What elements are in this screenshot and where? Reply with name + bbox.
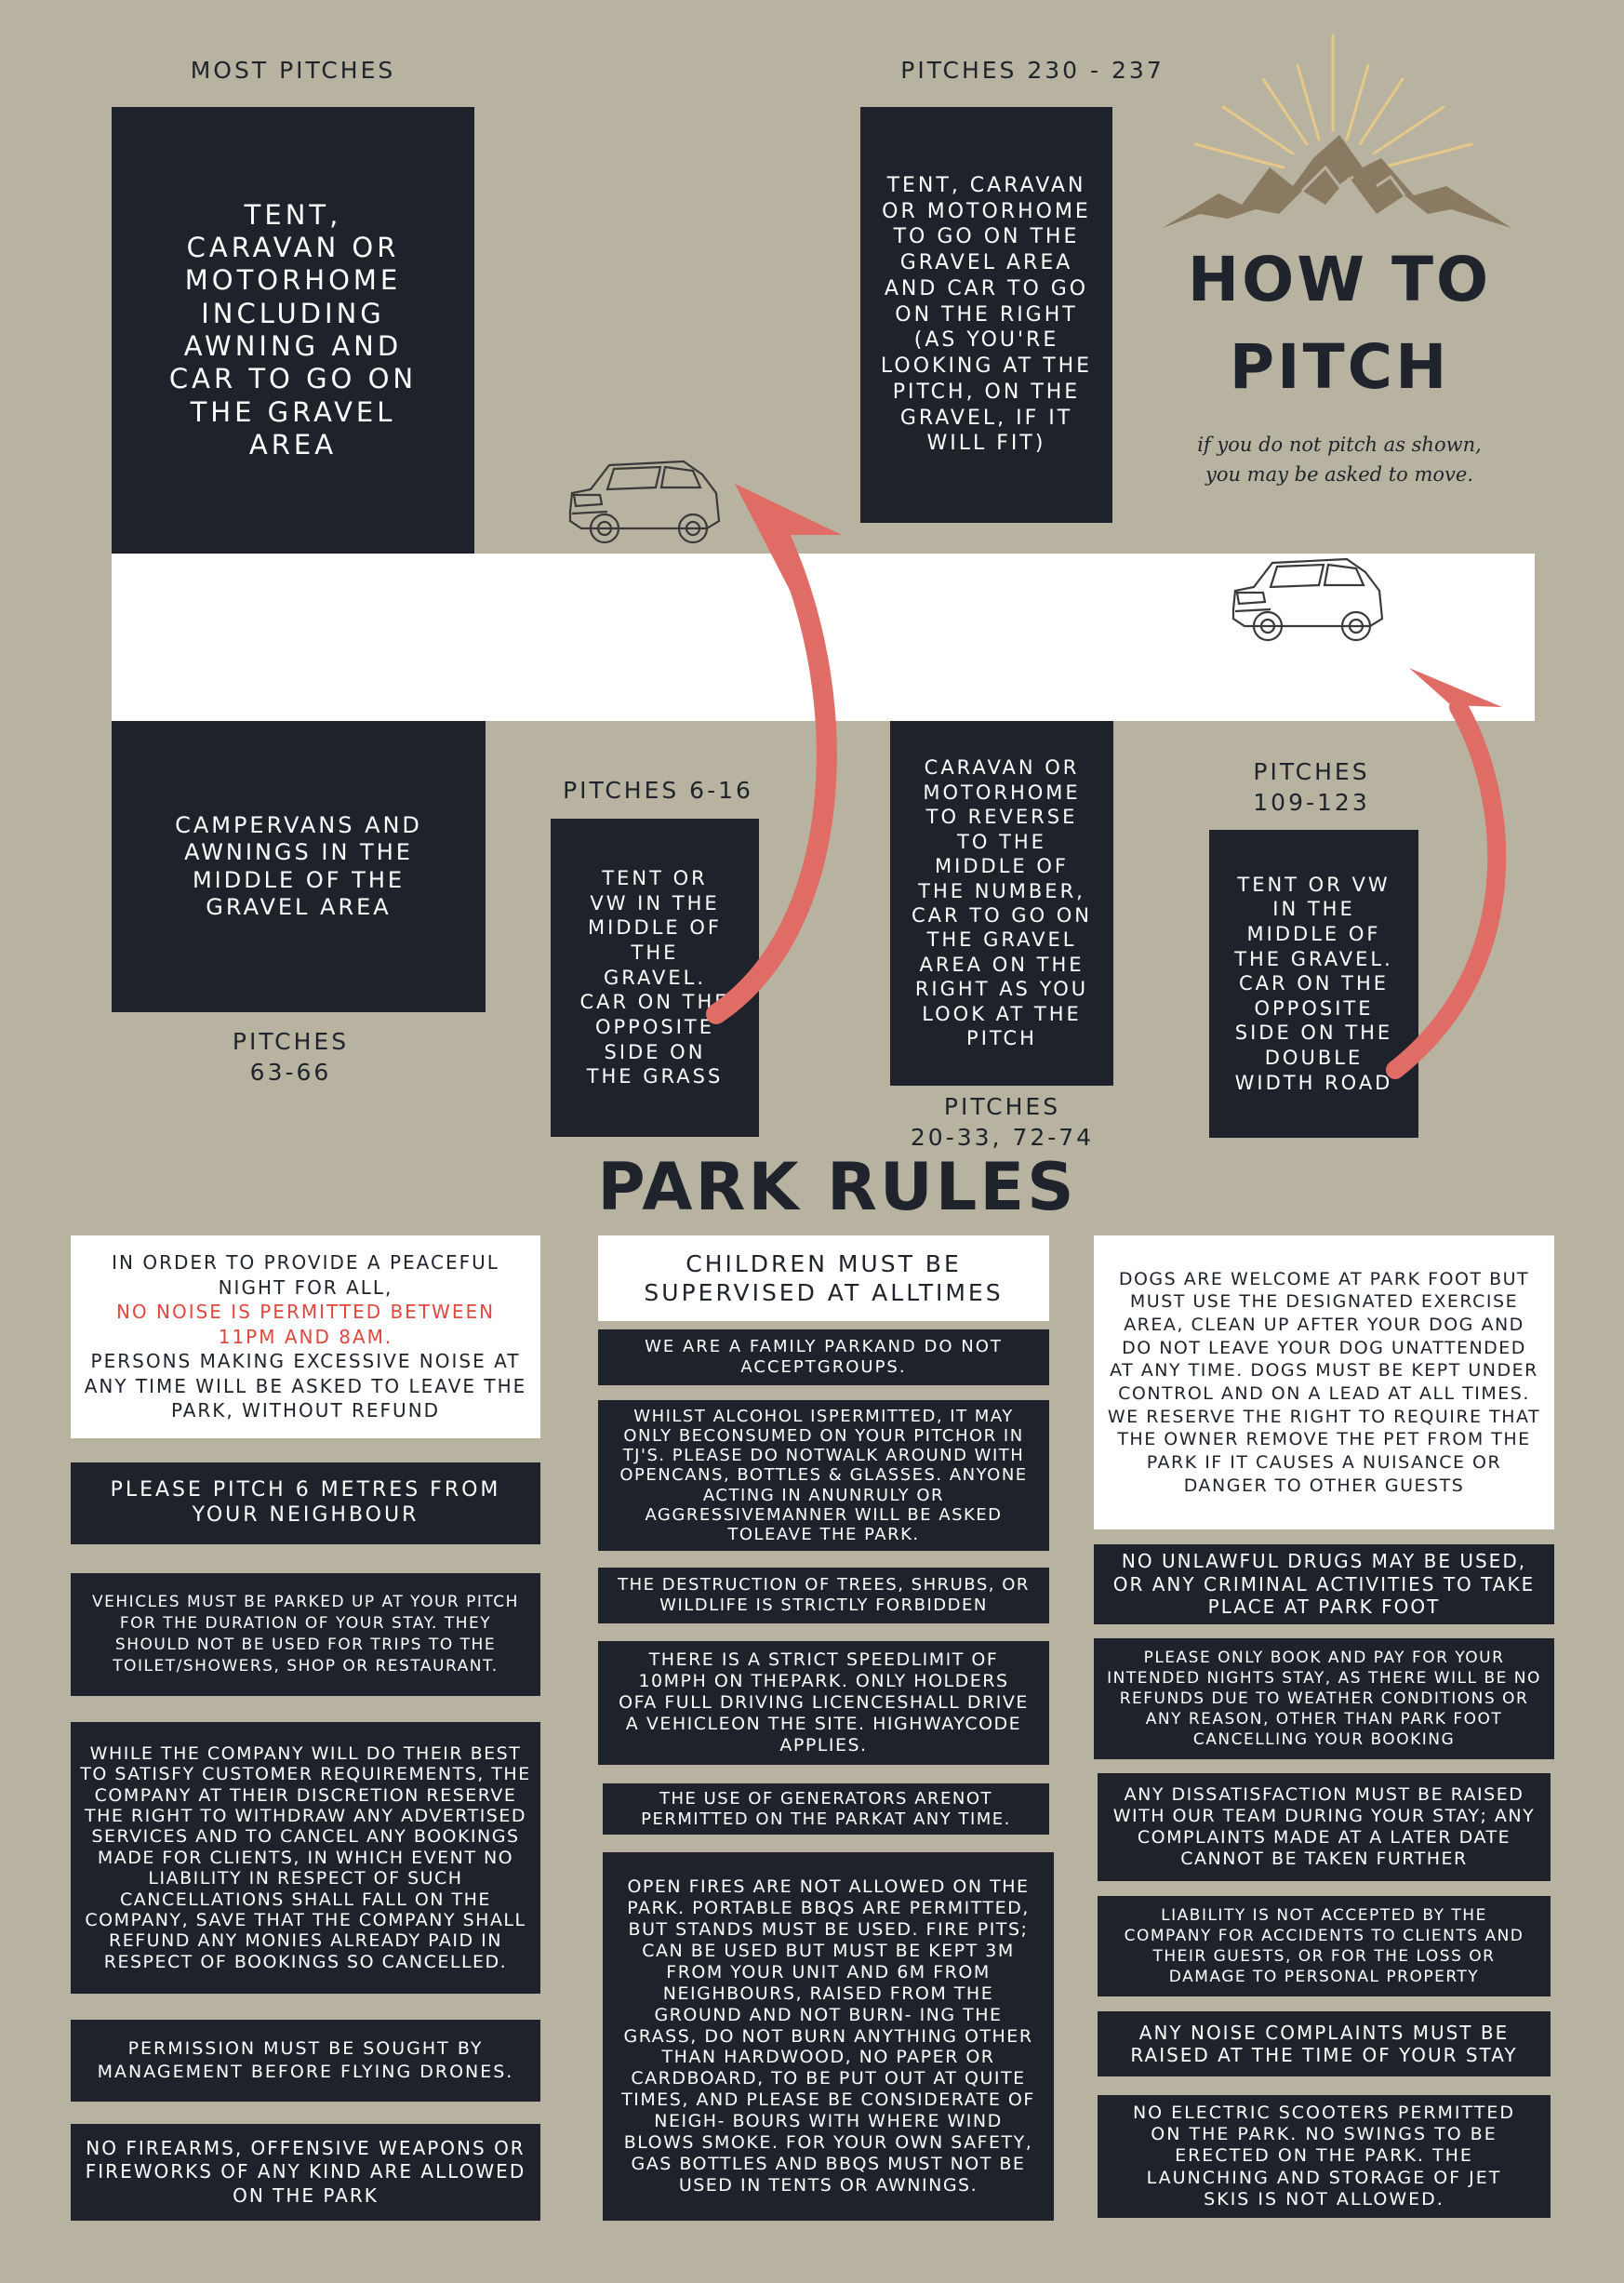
rule-dissatisfaction-text: ANY DISSATISFACTION MUST BE RAISED WITH OUR TEAM DURING YOUR STAY; ANY COMPLAINTS MADE AT A LATER DATE CANNOT BE TAKEN FURTHER [1112,1783,1536,1870]
rule-noise-intro: IN ORDER TO PROVIDE A PEACEFUL NIGHT FOR ALL, [112,1250,499,1299]
label-pitches-109-123-line1: PITCHES [1253,758,1370,785]
rule-speed-text: THERE IS A STRICT SPEEDLIMIT OF 10MPH ON THEPARK. ONLY HOLDERS OFA FULL DRIVING LICENCESHALL DRIVE A VEHICLEON THE SITE. HIGHWAYCODE APPLIES. [619,1649,1029,1756]
box-pitches-63-66-text: CAMPERVANS AND AWNINGS IN THE MIDDLE OF THE GRAVEL AREA [175,811,422,920]
rule-children [598,1235,1049,1321]
rule-generators-text: THE USE OF GENERATORS ARENOT PERMITTED ON THE PARKAT ANY TIME. [641,1788,1011,1829]
rule-noise-complaints-text: ANY NOISE COMPLAINTS MUST BE RAISED AT THE TIME OF YOUR STAY [1130,2022,1518,2066]
rule-drugs [1094,1544,1554,1624]
rule-noise-complaints [1098,2011,1551,2076]
box-pitches-20-33-text: CARAVAN OR MOTORHOME TO REVERSE TO THE MIDDLE OF THE NUMBER, CAR TO GO ON THE GRAVEL AREA ON THE RIGHT AS YOU LOOK AT THE PITCH [911,756,1093,1050]
page-title-line1: HOW TO [1187,244,1492,315]
rule-noise [71,1235,540,1438]
rule-alcohol-text: WHILST ALCOHOL ISPERMITTED, IT MAY ONLY BECONSUMED ON YOUR PITCHOR IN TJ'S. PLEASE DO NOTWALK AROUND WITH OPENCANS, BOTTLES & GLASSES. ANYONE ACTING IN ANUNRULY OR AGGRESSIVEMANNER WILL BE ASKED TOLEAVE THE PARK. [619,1406,1028,1545]
rule-booking-text: PLEASE ONLY BOOK AND PAY FOR YOUR INTENDED NIGHTS STAY, AS THERE WILL BE NO REFUNDS DUE TO WEATHER CONDITIONS OR ANY REASON, OTHER THAN PARK FOOT CANCELLING YOUR BOOKING [1107,1648,1541,1750]
rule-company [71,1722,540,1994]
rule-scooters-text: NO ELECTRIC SCOOTERS PERMITTED ON THE PARK. NO SWINGS TO BE ERECTED ON THE PARK. THE LAUNCHING AND STORAGE OF JET SKIS IS NOT ALLOWED. [1132,2103,1516,2210]
rule-children-text: CHILDREN MUST BE SUPERVISED AT ALLTIMES [644,1249,1004,1306]
rule-drugs-text: NO UNLAWFUL DRUGS MAY BE USED, OR ANY CRIMINAL ACTIVITIES TO TAKE PLACE AT PARK FOOT [1112,1550,1536,1619]
rule-scooters [1098,2095,1551,2218]
rule-dissatisfaction [1098,1773,1551,1881]
label-pitches-230-237: PITCHES 230 - 237 [900,57,1165,84]
box-pitches-6-16-text: TENT OR VW IN THE MIDDLE OF THE GRAVEL. CAR ON THE OPPOSITE SIDE ON THE GRASS [579,867,730,1088]
page-subtitle-line1: if you do not pitch as shown, [1197,434,1482,456]
label-pitches-20-33-line2: 20-33, 72-74 [910,1124,1095,1151]
rule-liability [1098,1896,1551,1996]
rule-generators [603,1783,1049,1835]
label-pitches-63-66-line1: PITCHES [232,1028,350,1055]
rule-fires [603,1852,1054,2221]
rule-noise-highlight: NO NOISE IS PERMITTED BETWEEN 11PM AND 8AM. [115,1301,496,1348]
page-title-line2: PITCH [1229,331,1450,403]
rule-family-text: WE ARE A FAMILY PARKAND DO NOT ACCEPTGROUPS. [645,1336,1003,1377]
label-pitches-6-16: PITCHES 6-16 [563,777,753,804]
rule-trees-text: THE DESTRUCTION OF TREES, SHRUBS, OR WILDLIFE IS STRICTLY FORBIDDEN [618,1574,1030,1615]
rule-noise-outro: PERSONS MAKING EXCESSIVE NOISE AT ANY TIME WILL BE ASKED TO LEAVE THE PARK, WITHOUT REFUND [84,1350,527,1422]
box-pitches-230-237-text: TENT, CARAVAN OR MOTORHOME TO GO ON THE GRAVEL AREA AND CAR TO GO ON THE RIGHT (AS YOU'RE LOOKING AT THE PITCH, ON THE GRAVEL, IF IT WILL FIT) [880,174,1093,456]
rule-family [598,1329,1049,1385]
rule-trees [598,1568,1049,1623]
rule-liability-text: LIABILITY IS NOT ACCEPTED BY THE COMPANY FOR ACCIDENTS TO CLIENTS AND THEIR GUESTS, OR FOR THE LOSS OR DAMAGE TO PERSONAL PROPERTY [1124,1905,1524,1987]
rule-booking [1094,1638,1554,1759]
rule-vehicles-text: VEHICLES MUST BE PARKED UP AT YOUR PITCH FOR THE DURATION OF YOUR STAY. THEY SHOULD NOT BE USED FOR TRIPS TO THE TOILET/SHOWERS, SHOP OR RESTAURANT. [92,1593,519,1676]
label-pitches-63-66-line2: 63-66 [249,1059,332,1086]
label-most-pitches: MOST PITCHES [190,57,396,84]
page-subtitle-line2: you may be asked to move. [1205,463,1474,486]
rule-firearms-text: NO FIREARMS, OFFENSIVE WEAPONS OR FIREWORKS OF ANY KIND ARE ALLOWED ON THE PARK [85,2136,526,2207]
rule-pitch-distance [71,1462,540,1544]
rule-speed [598,1641,1049,1765]
rule-dogs-text: DOGS ARE WELCOME AT PARK FOOT BUT MUST USE THE DESIGNATED EXERCISE AREA, CLEAN UP AFTER YOUR DOG AND DO NOT LEAVE YOUR DOG UNATTENDED AT ANY TIME. DOGS MUST BE KEPT UNDER CONTROL AND ON A LEAD AT ALL TIMES. WE RESERVE THE RIGHT TO REQUIRE THAT THE OWNER REMOVE THE PET FROM THE PARK IF IT CAUSES A NUISANCE OR DANGER TO OTHER GUESTS [1107,1268,1541,1496]
rule-firearms [71,2124,540,2221]
rule-alcohol [598,1400,1049,1551]
rule-fires-text: OPEN FIRES ARE NOT ALLOWED ON THE PARK. PORTABLE BBQS ARE PERMITTED, BUT STANDS MUST BE USED. FIRE PITS; CAN BE USED BUT MUST BE KEPT 3M FROM YOUR UNIT AND 6M FROM NEIGHBOURS, RAISED FROM THE GROUND AND NOT BURN- ING THE GRASS, DO NOT BURN ANYTHING OTHER THAN HARDWOOD, NO PAPER OR CARDBOARD, TO BE PUT OUT AT QUITE TIMES, AND PLEASE BE CONSIDERATE OF NEIGH- BOURS WITH WHERE WIND BLOWS SMOKE. FOR YOUR OWN SAFETY, GAS BOTTLES AND BBQS MUST NOT BE USED IN TENTS OR AWNINGS. [621,1876,1035,2196]
rule-drones [71,2020,540,2102]
rule-pitch-distance-text: PLEASE PITCH 6 METRES FROM YOUR NEIGHBOUR [110,1478,501,1527]
rule-dogs [1094,1235,1554,1529]
rule-vehicles [71,1573,540,1696]
rule-drones-text: PERMISSION MUST BE SOUGHT BY MANAGEMENT BEFORE FLYING DRONES. [97,2038,514,2082]
rule-company-text: WHILE THE COMPANY WILL DO THEIR BEST TO SATISFY CUSTOMER REQUIREMENTS, THE COMPANY AT THEIR DISCRETION RESERVE THE RIGHT TO WITHDRAW ANY ADVERTISED SERVICES AND TO CANCEL ANY BOOKINGS MADE FOR CLIENTS, IN WHICH EVENT NO LIABILITY IN RESPECT OF SUCH CANCELLATIONS SHALL FALL ON THE COMPANY, SAVE THAT THE COMPANY SHALL REFUND ANY MONIES ALREADY PAID IN RESPECT OF BOOKINGS SO CANCELLED. [80,1742,531,1972]
box-pitches-109-123-text: TENT OR VW IN THE MIDDLE OF THE GRAVEL. CAR ON THE OPPOSITE SIDE ON THE DOUBLE WIDTH ROAD [1234,873,1393,1094]
box-most-pitches-text: TENT, CARAVAN OR MOTORHOME INCLUDING AWNING AND CAR TO GO ON THE GRAVEL AREA [168,198,418,461]
label-pitches-109-123-line2: 109-123 [1253,789,1370,816]
park-rules-heading: PARK RULES [597,1149,1077,1225]
label-pitches-20-33-line1: PITCHES [943,1093,1061,1120]
